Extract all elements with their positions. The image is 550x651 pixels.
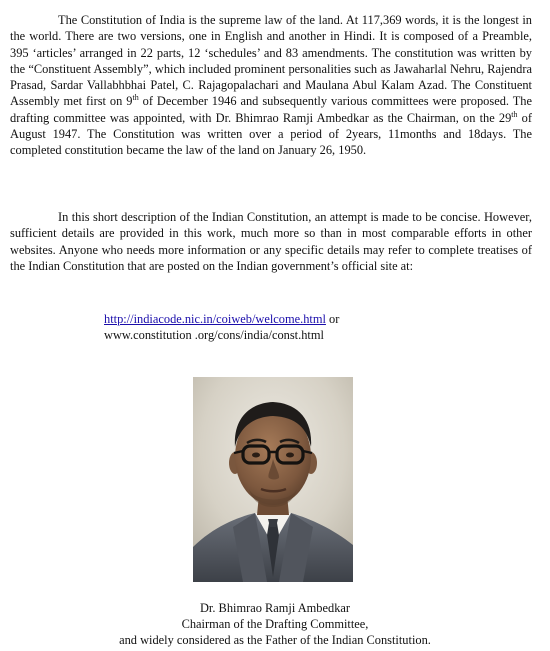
constitution-org-url: www.constitution .org/cons/india/const.html bbox=[104, 328, 324, 342]
indiacode-link[interactable]: http://indiacode.nic.in/coiweb/welcome.html bbox=[104, 312, 326, 326]
caption-role: Chairman of the Drafting Committee, bbox=[181, 617, 369, 631]
intro-text-part1: The Constitution of India is the supreme law of the land. At 117,369 words, it is the longest in the world. There are two versions, one in English and another in Hindi. It is composed of a Preamble, 395 ‘articles’ arranged in 22 parts, 12 ‘schedules’ and 83 amendments. The constitution was written by the “Constituent Assembly”, which included prominent personalities such as Jawaharlal Nehru, Rajendra Prasad, Sardar Vallabhbhai Patel, C. Rajagopalachari and Maulana Abul Kalam Azad. The Constituent Assembly met first on 9 bbox=[10, 13, 532, 109]
ordinal-suffix-29th: th bbox=[511, 109, 518, 119]
link-line-1 bbox=[104, 311, 339, 327]
link-or-text: or bbox=[325, 312, 340, 326]
caption-description: and widely considered as the Father of the Indian Constitution. bbox=[119, 633, 431, 647]
reference-links bbox=[104, 311, 339, 343]
photo-caption bbox=[0, 600, 550, 648]
ordinal-suffix-9th: th bbox=[132, 93, 139, 103]
intro-text-part2: of December 1946 and subsequently various committees were proposed. The drafting committee was appointed, with Dr. Bhimrao Ramji Ambedkar as the Chairman, on the 29 bbox=[10, 94, 532, 125]
caption-name: Dr. Bhimrao Ramji Ambedkar bbox=[199, 601, 351, 615]
description-paragraph: In this short description of the Indian Constitution, an attempt is made to be concise. However, sufficient details are provided in this work, much more so than in most comparable efforts in other websites. Anyone who needs more information or any specific details may refer to complete treatises of the Indian Constitution that are posted on the Indian government’s official site at: bbox=[10, 210, 532, 273]
intro-text-part3: of August 1947. The Constitution was written over a period of 2years, 11months and 18days. The completed constitution became the law of the land on January 26, 1950. bbox=[10, 110, 532, 158]
ambedkar-portrait-photo bbox=[193, 377, 353, 582]
intro-paragraph bbox=[10, 12, 532, 159]
portrait-illustration bbox=[193, 377, 353, 582]
